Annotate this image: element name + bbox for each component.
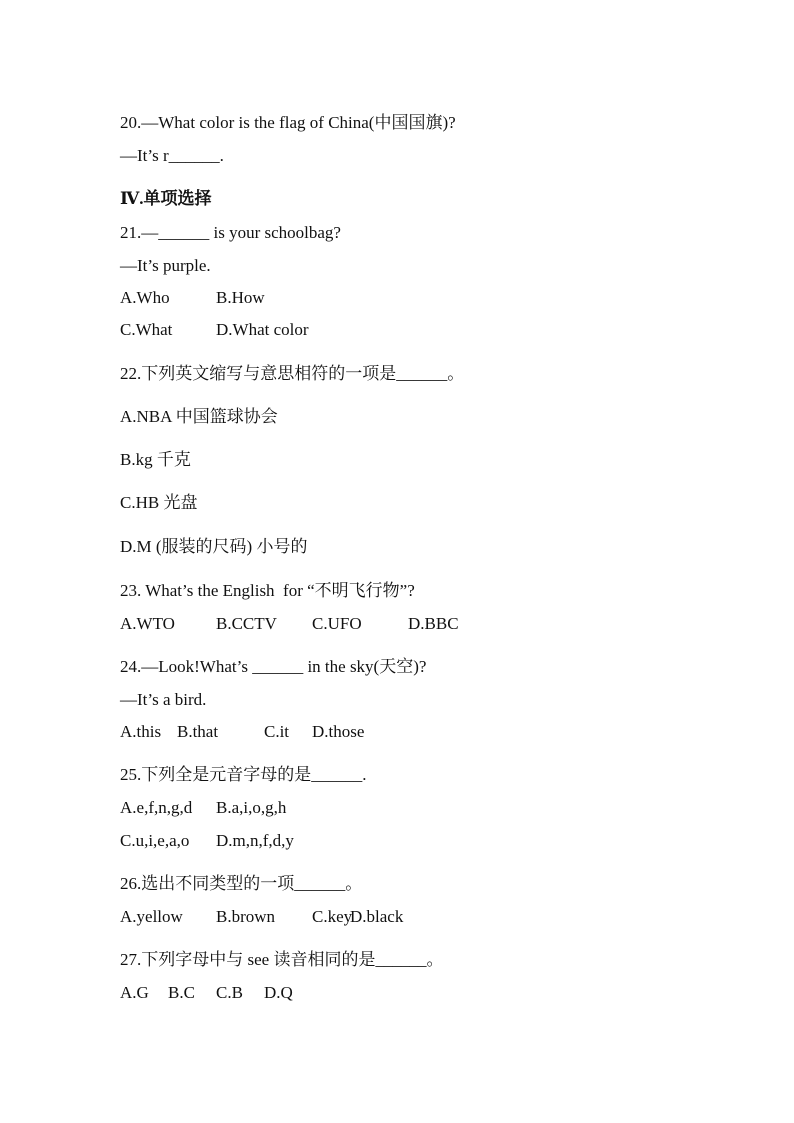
option-22-b: B.kg 千克 <box>120 450 191 469</box>
option-23-d: D.BBC <box>408 614 459 633</box>
option-25-b: B.a,i,o,g,h <box>216 798 287 817</box>
option-21-d: D.What color <box>216 320 309 339</box>
question-27: 27.下列字母中与 see 读音相同的是______。 <box>120 950 444 969</box>
option-27-b: B.C <box>168 983 195 1002</box>
option-25-d: D.m,n,f,d,y <box>216 831 294 850</box>
option-27-c: C.B <box>216 983 243 1002</box>
option-24-b: B.that <box>177 722 219 741</box>
question-21: 21.—______ is your schoolbag? <box>120 223 341 242</box>
option-25-a: A.e,f,n,g,d <box>120 798 193 817</box>
option-23-c: C.UFO <box>312 614 362 633</box>
option-25-c: C.u,i,e,a,o <box>120 831 190 850</box>
answer-24: —It’s a bird. <box>120 690 207 709</box>
option-26-d: D.black <box>350 907 404 926</box>
option-21-b: B.How <box>216 288 265 307</box>
option-21-a: A.Who <box>120 288 170 307</box>
answer-21: —It’s purple. <box>120 256 211 275</box>
option-26-c: C.key <box>312 907 353 926</box>
option-22-c: C.HB 光盘 <box>120 493 198 512</box>
answer-20: —It’s r______. <box>120 146 224 165</box>
option-24-a: A.this <box>120 722 162 741</box>
option-24-c: C.it <box>264 722 290 741</box>
question-23: 23. What’s the English for “不明飞行物”? <box>120 581 415 600</box>
option-22-d: D.M (服装的尺码) 小号的 <box>120 537 308 556</box>
question-26: 26.选出不同类型的一项______。 <box>120 874 363 893</box>
option-21-c: C.What <box>120 320 173 339</box>
question-22: 22.下列英文缩写与意思相符的一项是______。 <box>120 364 465 383</box>
option-22-a: A.NBA 中国篮球协会 <box>120 407 278 426</box>
option-23-a: A.WTO <box>120 614 175 633</box>
option-27-d: D.Q <box>264 983 293 1002</box>
option-26-a: A.yellow <box>120 907 183 926</box>
option-26-b: B.brown <box>216 907 276 926</box>
option-27-a: A.G <box>120 983 149 1002</box>
question-25: 25.下列全是元音字母的是______. <box>120 765 367 784</box>
option-23-b: B.CCTV <box>216 614 277 633</box>
question-24: 24.—Look!What’s ______ in the sky(天空)? <box>120 657 427 676</box>
option-24-d: D.those <box>312 722 365 741</box>
section-heading: Ⅳ.单项选择 <box>120 189 212 208</box>
question-20: 20.—What color is the flag of China(中国国旗)? <box>120 113 456 132</box>
